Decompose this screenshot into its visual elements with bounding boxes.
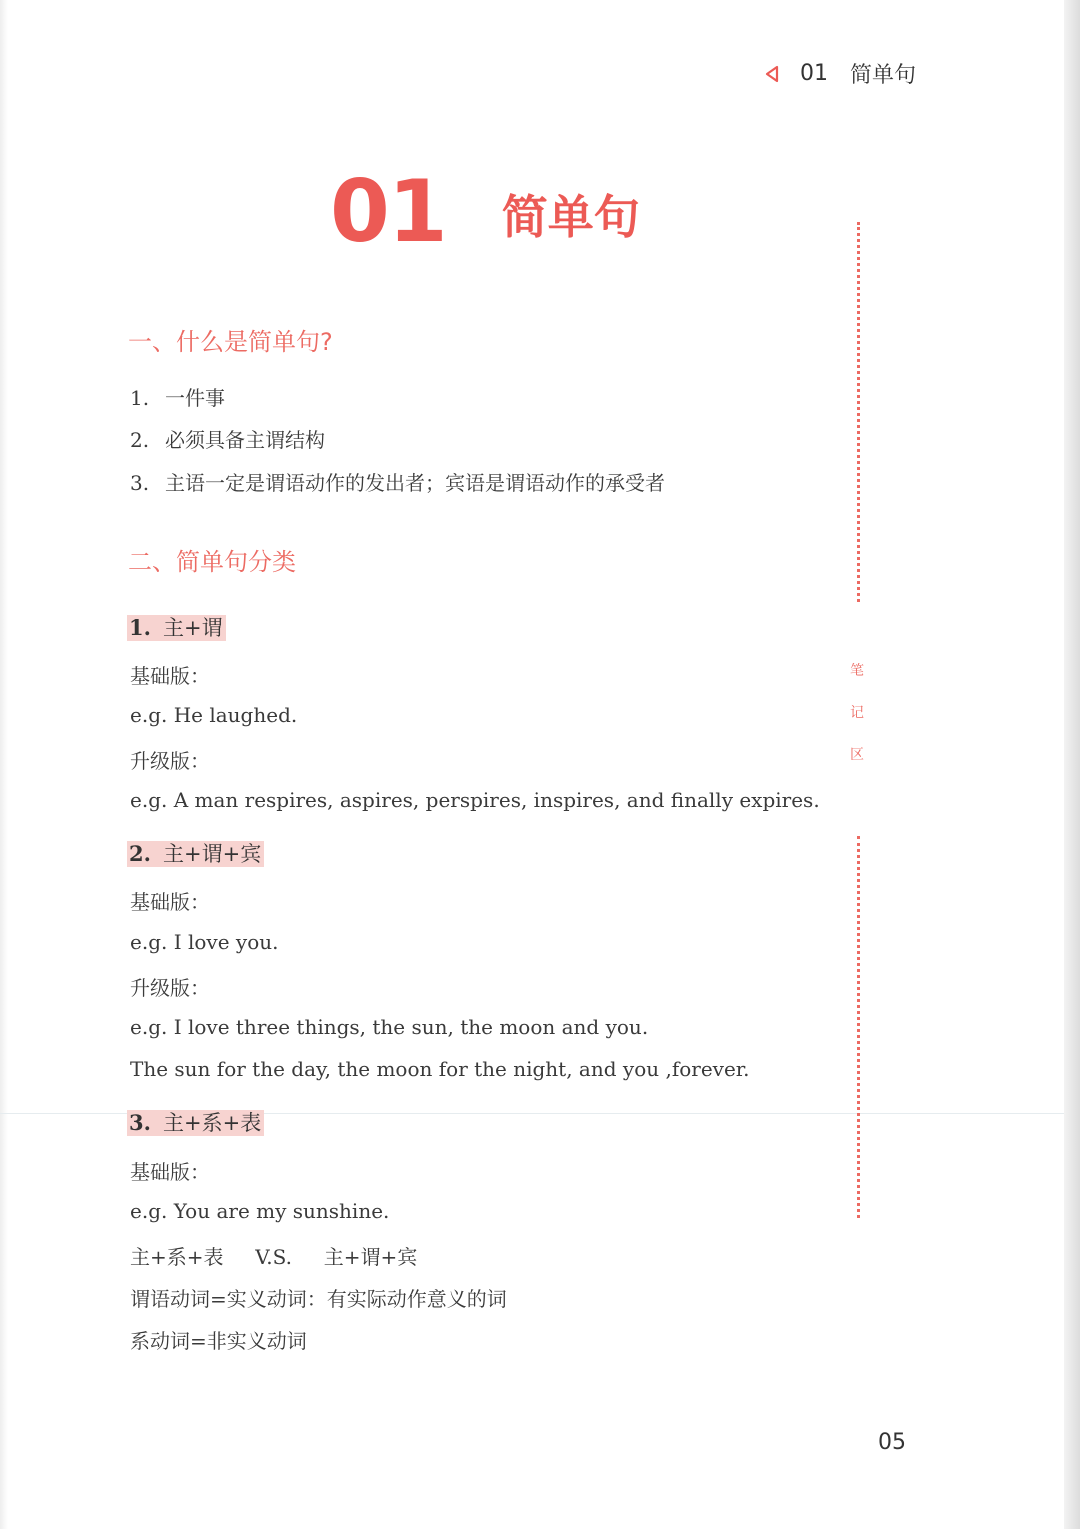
page-number: 05: [878, 1430, 906, 1455]
page-edge-right: [1064, 0, 1080, 1529]
header-chapter-num: 01: [800, 61, 828, 86]
sub2-num: 2.: [129, 841, 151, 866]
sub2-upgrade-label: 升级版：: [130, 976, 210, 1000]
section1-heading: 一、什么是简单句?: [128, 328, 333, 356]
sub3-basic-label: 基础版：: [130, 1160, 210, 1184]
sub1-num: 1.: [129, 615, 151, 640]
chapter-name: 简单句: [501, 190, 640, 244]
list-item: [130, 382, 225, 411]
sub1-basic-label: 基础版：: [130, 664, 210, 688]
header-chapter-title: 简单句: [850, 63, 917, 88]
section2-heading: 二、简单句分类: [128, 548, 296, 576]
sub3-label: 主+系+表: [163, 1111, 262, 1135]
sub1-heading: [127, 615, 226, 641]
list-item-num: 3.: [130, 471, 150, 495]
sub1-upgrade-label: 升级版：: [130, 749, 210, 773]
notes-label-char: 笔: [850, 663, 864, 679]
list-item: [130, 467, 665, 496]
list-item-num: 2.: [130, 428, 150, 452]
list-item: [130, 424, 325, 453]
sub3-note1: 谓语动词=实义动词：有实际动作意义的词: [130, 1287, 507, 1311]
sub3-note2: 系动词=非实义动词: [130, 1329, 307, 1353]
running-header: [764, 58, 916, 89]
list-item-text: 必须具备主谓结构: [165, 428, 325, 452]
sub2-upgrade-example-2: The sun for the day, the moon for the night, and you ,forever.: [130, 1057, 750, 1081]
list-item-text: 一件事: [165, 386, 225, 410]
sub2-label: 主+谓+宾: [163, 842, 262, 866]
sub1-basic-example: e.g. He laughed.: [130, 703, 298, 727]
notes-dotted-line-top: [857, 222, 860, 602]
list-item-num: 1.: [130, 386, 150, 410]
sub3-num: 3.: [129, 1110, 151, 1135]
sub2-upgrade-example: e.g. I love three things, the sun, the moon and you.: [130, 1015, 649, 1039]
sub3-basic-example: e.g. You are my sunshine.: [130, 1199, 390, 1223]
notes-label-char: 记: [850, 705, 864, 721]
sub2-basic-label: 基础版：: [130, 890, 210, 914]
triangle-left-icon: [764, 65, 780, 83]
chapter-number: 01: [330, 162, 446, 262]
sub1-label: 主+谓: [163, 616, 223, 640]
sub3-heading: [127, 1110, 264, 1136]
notes-dotted-line-bottom: [857, 836, 860, 1218]
sub3-compare: 主+系+表 V.S. 主+谓+宾: [130, 1245, 418, 1269]
sub1-upgrade-example: e.g. A man respires, aspires, perspires, inspires, and finally expires.: [130, 788, 820, 812]
page-edge-left: [0, 0, 8, 1529]
list-item-text: 主语一定是谓语动作的发出者；宾语是谓语动作的承受者: [165, 471, 665, 495]
notes-label-char: 区: [850, 747, 864, 763]
sub2-basic-example: e.g. I love you.: [130, 930, 279, 954]
sub2-heading: [127, 841, 264, 867]
chapter-title: [330, 162, 640, 262]
